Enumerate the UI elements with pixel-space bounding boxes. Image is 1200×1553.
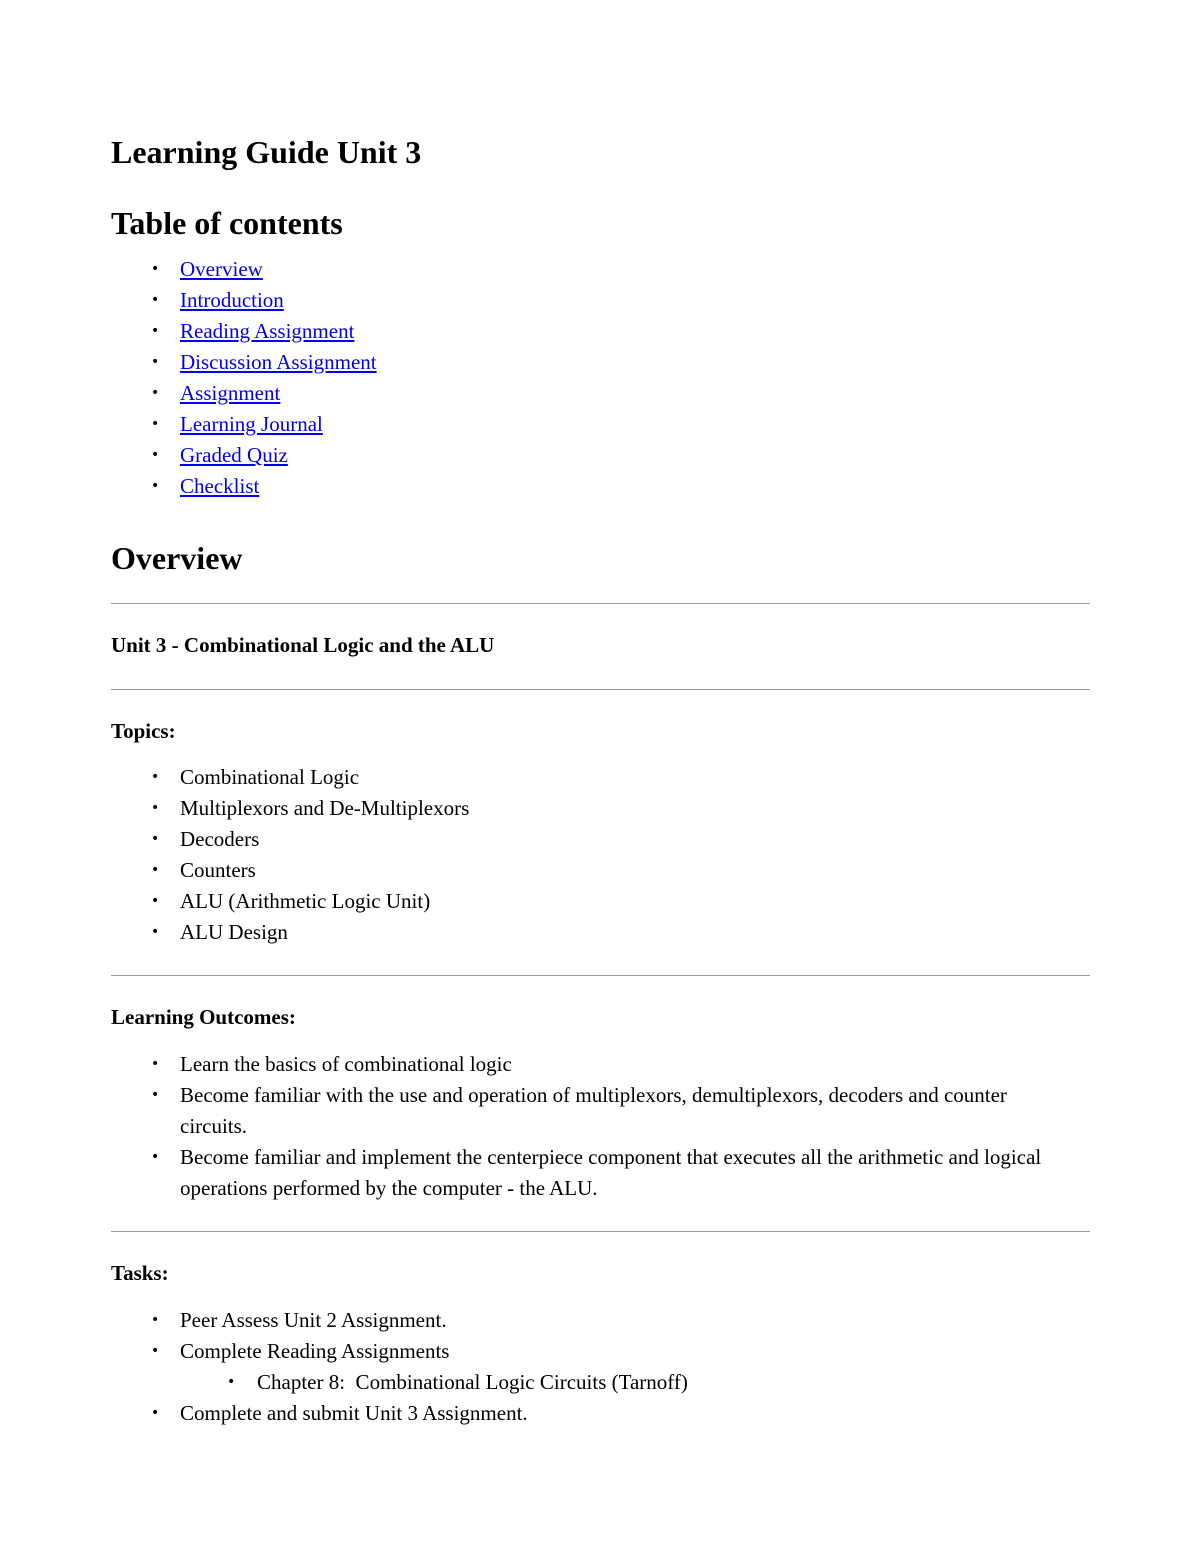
- outcome-item: • Become familiar with the use and operation of multiplexors, demultiplexors, decoders and counter circuits.: [111, 1080, 1050, 1142]
- topic-item: • ALU (Arithmetic Logic Unit): [111, 886, 469, 917]
- toc-item: [111, 285, 377, 316]
- toc-link-discussion-assignment[interactable]: Discussion Assignment: [180, 350, 377, 374]
- topic-item: • Decoders: [111, 824, 469, 855]
- outcomes-label: Learning Outcomes:: [111, 1005, 296, 1029]
- task-item: • Peer Assess Unit 2 Assignment.: [111, 1305, 688, 1336]
- toc-link-overview[interactable]: Overview: [180, 257, 263, 281]
- divider: [111, 1231, 1090, 1232]
- outcome-item: • Learn the basics of combinational logic: [111, 1049, 1080, 1080]
- page-title: Learning Guide Unit 3: [111, 134, 422, 170]
- divider: [111, 603, 1090, 604]
- toc-link-assignment[interactable]: Assignment: [180, 381, 281, 405]
- toc-link-introduction[interactable]: Introduction: [180, 288, 284, 312]
- outcome-item: • Become familiar and implement the centerpiece component that executes all the arithmetic and logical operations performed by the computer - the ALU.: [111, 1142, 1090, 1204]
- toc-item: [111, 471, 377, 502]
- task-item: • Complete Reading Assignments: [111, 1336, 688, 1367]
- toc-item: [111, 347, 377, 378]
- task-subitem: • Chapter 8: Combinational Logic Circuits (Tarnoff): [111, 1367, 688, 1398]
- topic-item: • Counters: [111, 855, 469, 886]
- toc-list: [111, 254, 377, 502]
- divider: [111, 975, 1090, 976]
- overview-heading: Overview: [111, 540, 243, 576]
- topics-list: [111, 762, 469, 948]
- topics-label: Topics:: [111, 719, 176, 743]
- toc-item: [111, 440, 377, 471]
- topic-item: • ALU Design: [111, 917, 469, 948]
- toc-link-checklist[interactable]: Checklist: [180, 474, 260, 498]
- toc-link-learning-journal[interactable]: Learning Journal: [180, 412, 323, 436]
- outcomes-list: [111, 1049, 1090, 1204]
- divider: [111, 689, 1090, 690]
- unit-title: Unit 3 - Combinational Logic and the ALU: [111, 633, 495, 657]
- topic-item: • Multiplexors and De-Multiplexors: [111, 793, 469, 824]
- toc-item: [111, 409, 377, 440]
- tasks-label: Tasks:: [111, 1261, 169, 1285]
- tasks-list: [111, 1305, 688, 1429]
- toc-heading: Table of contents: [111, 205, 343, 241]
- toc-link-reading-assignment[interactable]: Reading Assignment: [180, 319, 355, 343]
- toc-item: [111, 316, 377, 347]
- topic-item: • Combinational Logic: [111, 762, 469, 793]
- toc-item: [111, 378, 377, 409]
- task-item: • Complete and submit Unit 3 Assignment.: [111, 1398, 688, 1429]
- toc-item: [111, 254, 377, 285]
- toc-link-graded-quiz[interactable]: Graded Quiz: [180, 443, 288, 467]
